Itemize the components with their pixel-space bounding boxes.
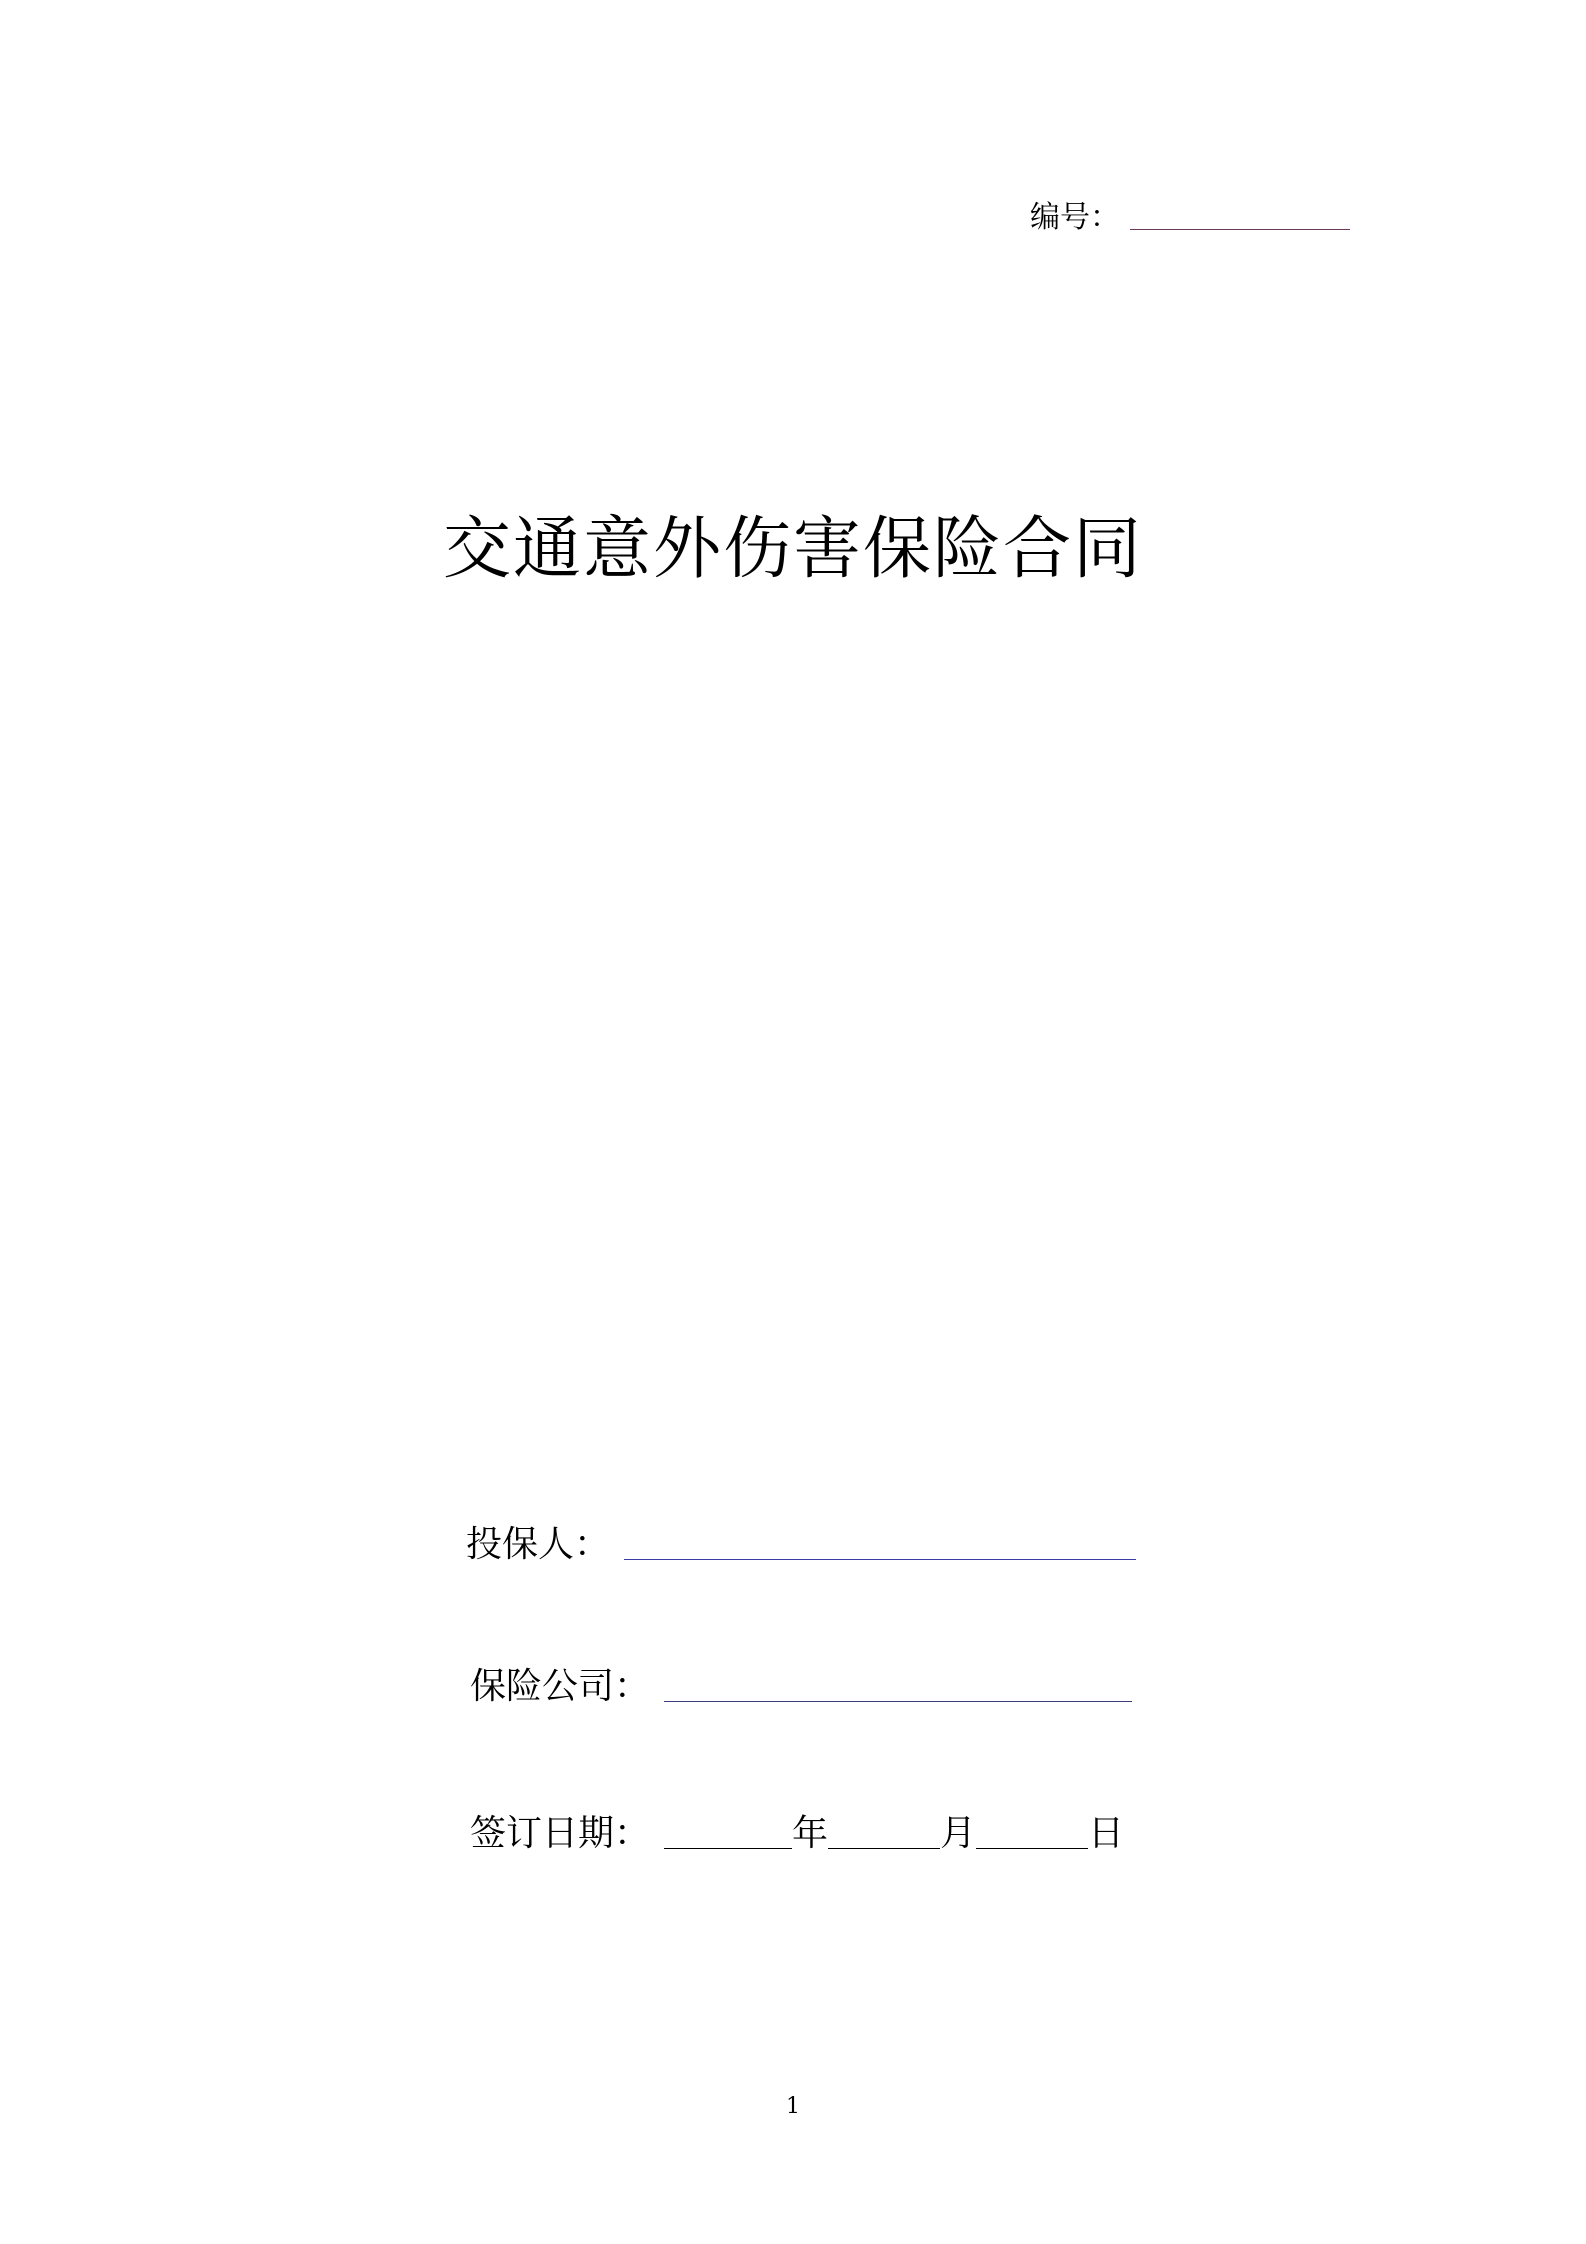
insurer-row — [470, 1660, 1132, 1710]
page-number: 1 — [786, 2094, 800, 2119]
document-title: 交通意外伤害保险合同 — [442, 510, 1143, 589]
day-blank[interactable] — [976, 1848, 1088, 1849]
year-label: 年 — [792, 1813, 829, 1854]
policyholder-blank[interactable] — [624, 1559, 1136, 1560]
contract-number-row — [1030, 188, 1350, 238]
policyholder-row — [466, 1518, 1136, 1568]
contract-number-label: 编号： — [1030, 200, 1120, 235]
month-blank[interactable] — [828, 1848, 940, 1849]
signing-date-row — [470, 1807, 1124, 1857]
insurer-blank[interactable] — [664, 1701, 1132, 1702]
insurer-label: 保险公司： — [470, 1666, 651, 1707]
month-label: 月 — [940, 1813, 977, 1854]
contract-number-blank[interactable] — [1130, 229, 1350, 230]
year-blank[interactable] — [664, 1848, 792, 1849]
policyholder-label: 投保人： — [466, 1524, 611, 1565]
day-label: 日 — [1088, 1813, 1125, 1854]
signing-date-label: 签订日期： — [470, 1813, 651, 1854]
